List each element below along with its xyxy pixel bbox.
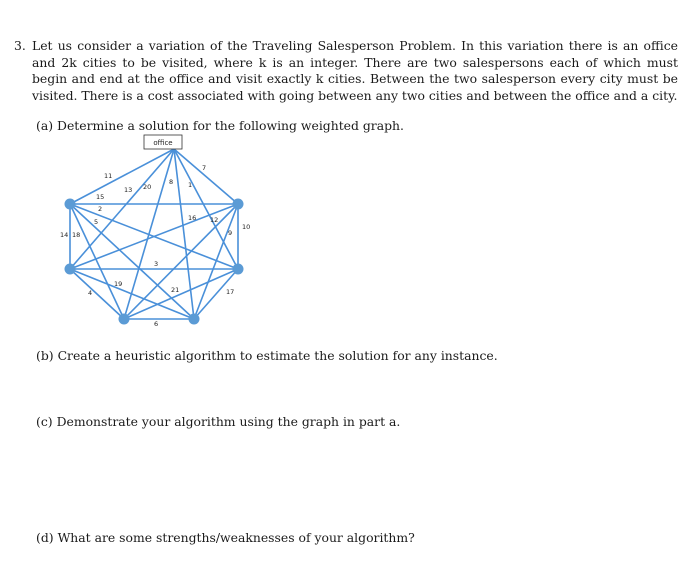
weight-label: 10 [242,223,251,231]
weight-label: 18 [72,231,81,239]
part-d-label: (d) [36,530,54,545]
part-b [36,348,498,363]
part-a [36,118,404,133]
edge-office-n2 [174,149,238,204]
problem-statement [14,38,678,104]
weight-label: 3 [154,260,159,268]
edge-office-n3 [70,149,174,269]
weight-label: 21 [171,286,180,294]
city-node-1 [65,199,76,210]
weight-label: 1 [188,181,193,189]
weight-label: 17 [226,288,235,296]
part-d [36,530,415,545]
weight-label: 8 [169,178,174,186]
part-a-text: Determine a solution for the following weighted graph. [57,118,404,133]
part-b-label: (b) [36,348,54,363]
weight-label: 19 [114,280,123,288]
weighted-graph [52,132,262,330]
weight-label: 14 [60,231,69,239]
city-node-2 [233,199,244,210]
problem-text: Let us consider a variation of the Traveling Salesperson Problem. In this variation there is an office and 2k cities to be visited, where k is an integer. There are two salespersons each of which must begin and end at the office and visit exactly k cities. Between the two salesperson every city must be visited. There is a cost associated with going between any two cities and between the office and a city. [32,38,678,103]
part-a-label: (a) [36,118,54,133]
city-node-5 [119,314,130,325]
city-node-4 [233,264,244,275]
edge-n3-n5 [70,269,124,319]
weight-label: 2 [98,205,103,213]
part-b-text: Create a heuristic algorithm to estimate the solution for any instance. [57,348,498,363]
weight-label: 16 [188,214,197,222]
weight-label: 5 [94,218,99,226]
office-label: office [153,139,173,147]
weight-label: 12 [210,216,219,224]
problem-number: 3. [14,38,26,53]
weight-label: 20 [143,183,152,191]
part-c [36,414,400,429]
edge-office-n1 [70,149,174,204]
weight-label: 15 [96,193,105,201]
city-node-6 [189,314,200,325]
city-node-3 [65,264,76,275]
weight-label: 4 [88,289,93,297]
edge-n4-n5 [124,269,238,319]
part-c-label: (c) [36,414,53,429]
weight-label: 7 [202,164,207,172]
weight-label: 13 [124,186,133,194]
part-c-text: Demonstrate your algorithm using the graph in part a. [56,414,401,429]
weight-label: 11 [104,172,113,180]
part-d-text: What are some strengths/weaknesses of your algorithm? [57,530,415,545]
weight-label: 9 [228,229,233,237]
weight-label: 6 [154,320,159,328]
